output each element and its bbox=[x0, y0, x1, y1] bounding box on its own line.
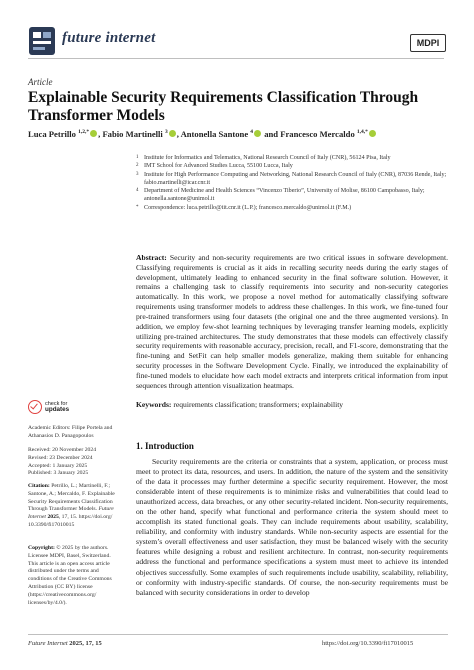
affiliation-text: Department of Medicine and Health Sciences “Vincenzo Tiberio”, University of Molise, 86100 Campobasso, Italy; antonella.santone@unimol.it bbox=[144, 188, 425, 203]
author-marks: 1,2,* bbox=[78, 129, 90, 136]
citation bbox=[28, 483, 120, 530]
affiliation-mark: 2 bbox=[136, 163, 139, 169]
author-name: Antonella Santone bbox=[180, 129, 249, 139]
check-for-updates-button[interactable] bbox=[28, 398, 88, 420]
date-received: Received: 20 November 2024 bbox=[28, 447, 97, 453]
orcid-icon[interactable] bbox=[90, 130, 97, 137]
affiliation-mark: 1 bbox=[136, 155, 139, 160]
citation-text: Petrillo, L.; Martinelli, F.; Santone, A.; Mercaldo, F. Explainable Security Requirements Classification Through Transformer Models. bbox=[28, 483, 115, 513]
check-updates-icon bbox=[28, 400, 42, 414]
introduction-text: Security requirements are the criteria or constraints that a system, application, or process must meet to protect its data, resources, and users. In addition, the nature of the system and the sensitivity of the data it processes may further determine a specific security requirement. However, the most considerable intent of these requirements is to minimize risks and vulnerabilities that could lead to unauthorized access, data breaches, or any other security-related incident. Non-security requirements, on the other hand, specify what functional and performance criteria the system should meet to accomplish its stated functional goals. They can include requirements about usability, scalability, reliability, and conformity with industry standards. While non-security aspects are essential for the system’s overall effectiveness and user satisfaction, they must be balanced wisely with the security features while designing a robust and resilient architecture. In contrast, non-security requirements address the functional and performance specifications a system must meet to achieve its intended objectives successfully. Some examples of such requirements include usability, scalability, reliability, or conformity with industry-specific standards. Of course, the non-security requirements must be balanced with security considerations in order to develop bbox=[136, 457, 448, 597]
affiliations bbox=[136, 154, 456, 212]
article-title: Explainable Security Requirements Classification Through Transformer Models bbox=[28, 89, 419, 124]
correspondence-text: Correspondence: luca.petrillo@iit.cnr.it (L.P.); francesco.mercaldo@unimol.it (F.M.) bbox=[144, 204, 352, 211]
author-name: Luca Petrillo bbox=[28, 129, 76, 139]
citation-journal: Future Internet bbox=[28, 506, 114, 521]
citation-year: 2025 bbox=[47, 514, 59, 521]
author-name: Fabio Martinelli bbox=[102, 129, 163, 139]
orcid-icon[interactable] bbox=[369, 130, 376, 137]
affiliation-mark: 4 bbox=[136, 188, 139, 194]
orcid-icon[interactable] bbox=[169, 130, 176, 137]
copyright-text: © 2025 by the authors. Licensee MDPI, Basel, Switzerland. This article is an open access article distributed under the terms and conditions of the Creative Commons Attribution (CC BY) license (https://creativecommons.org/ licenses/by/4.0/). bbox=[28, 545, 112, 606]
affiliation-item bbox=[136, 187, 456, 204]
publisher-logo: MDPI bbox=[410, 34, 446, 52]
affiliation-mark: 3 bbox=[136, 171, 139, 177]
author-marks: 4 bbox=[250, 129, 254, 136]
affiliation-item bbox=[136, 204, 456, 212]
footer-doi-link[interactable]: https://doi.org/10.3390/fi17010015 bbox=[322, 640, 414, 647]
keywords-text: requirements classification; transformers; explainability bbox=[173, 400, 344, 409]
copyright bbox=[28, 545, 120, 607]
academic-editors: Academic Editors: Filipe Portela and Athanasios D. Panagopoulos bbox=[28, 425, 113, 439]
author-marks: 3 bbox=[164, 129, 168, 136]
abstract-text: Security and non-security requirements are two critical issues in software development. Classifying requirements is crucial as it aids in recalling security needs during the early stages of development, ultimately leading to enhanced security in the final software solution. However, it remains a challenging task to classify requirements into security and non-security categories automatically. In this work, we propose a novel method for automatically classifying software requirements using transformer models to address these challenges. In this work, we fine-tuned four pre-trained transformers using four datasets (the original one and the three augmented versions). In addition, we employ few-shot learning techniques by leveraging transfer learning models, explicitly utilizing pre-trained architectures. The study demonstrates that these models can effectively classify security requirements with reasonable accuracy, precision, recall, and F1-score, demonstrating that the fine-tuning and SetFit can help smaller models generalize, making them suitable for enhancing security processes in the Software Development Cycle. Finally, we introduced the explainability of fine-tuned models to elucidate how each model extracts and interprets critical information from input sequences through attention visualization heatmaps. bbox=[136, 253, 448, 390]
affiliation-text: Institute for Informatics and Telematics, National Research Council of Italy (CNR), 56124 Pisa, Italy bbox=[144, 155, 391, 161]
keywords bbox=[136, 400, 448, 410]
citation-doi[interactable]: , 17, 15. https://doi.org/ 10.3390/fi17010015 bbox=[28, 514, 113, 528]
header-divider bbox=[28, 58, 444, 59]
journal-name: future internet bbox=[62, 30, 156, 46]
author-marks: 1,4,* bbox=[356, 129, 368, 136]
section-heading: 1. Introduction bbox=[136, 441, 194, 451]
citation-label: Citation: bbox=[28, 483, 50, 489]
footer-citation: Future Internet 2025, 17, 15 bbox=[28, 640, 102, 647]
publication-dates bbox=[28, 447, 120, 478]
abstract bbox=[136, 253, 448, 390]
check-updates-label: check for updates bbox=[45, 401, 70, 413]
keywords-label: Keywords: bbox=[136, 400, 172, 409]
copyright-label: Copyright: bbox=[28, 545, 55, 551]
date-revised: Revised: 23 December 2024 bbox=[28, 454, 93, 461]
date-published: Published: 3 January 2025 bbox=[28, 470, 89, 477]
journal-logo-icon bbox=[28, 26, 56, 56]
affiliation-text: IMT School for Advanced Studies Lucca, 55100 Lucca, Italy bbox=[144, 163, 293, 170]
date-accepted: Accepted: 1 January 2025 bbox=[28, 462, 88, 469]
author-name: Francesco Mercaldo bbox=[280, 129, 355, 139]
affiliation-mark: * bbox=[136, 204, 139, 210]
orcid-icon[interactable] bbox=[254, 130, 261, 137]
affiliation-item bbox=[136, 171, 456, 188]
affiliation-text: Institute for High Performance Computing and Networking, National Research Council of Italy (CNR), 87036 Rende, Italy; fabio.martinelli@icar.cnr.it bbox=[144, 171, 447, 186]
author-list: Luca Petrillo $^{1,2,*}$ , Fabio Martinelli $^3$ , Antonella Santone $^4$ and Francesco Mercaldo $^{1,4,*}$ bbox=[28, 129, 458, 139]
affiliation-item bbox=[136, 162, 456, 170]
article-type: Article bbox=[28, 77, 53, 87]
footer-divider bbox=[28, 634, 448, 635]
abstract-label: Abstract: bbox=[136, 253, 167, 262]
affiliation-item bbox=[136, 154, 456, 162]
